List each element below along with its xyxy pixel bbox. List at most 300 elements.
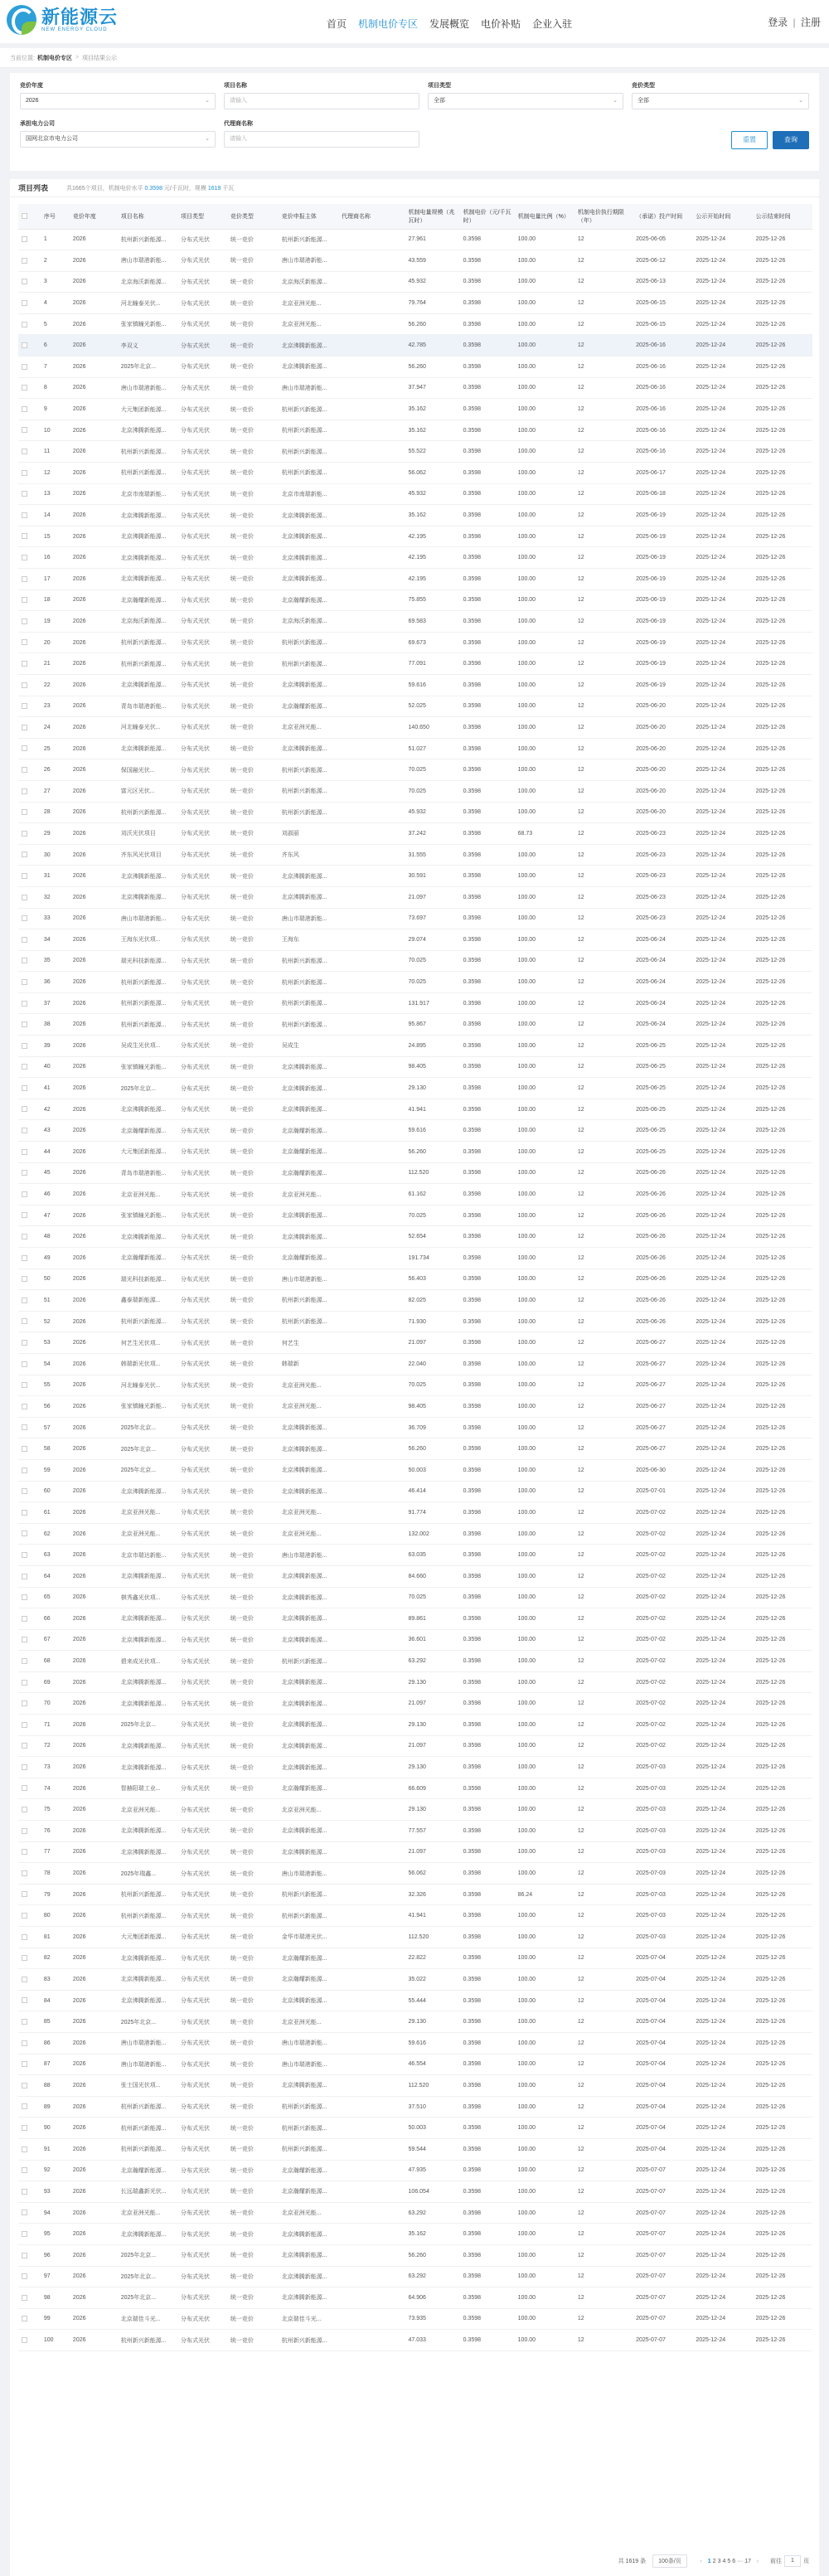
table-row[interactable] bbox=[18, 908, 812, 929]
table-row[interactable] bbox=[18, 1014, 812, 1036]
table-cell: 2026 bbox=[70, 526, 118, 547]
table-cell: 100.00 bbox=[515, 611, 574, 633]
row-checkbox[interactable] bbox=[18, 2181, 41, 2203]
table-cell: 2025-12-24 bbox=[692, 844, 752, 866]
register-link[interactable]: 注册 bbox=[800, 17, 821, 28]
row-checkbox[interactable] bbox=[18, 844, 41, 866]
table-row[interactable] bbox=[18, 1184, 812, 1206]
year-select[interactable] bbox=[20, 93, 216, 109]
reset-button[interactable]: 重置 bbox=[731, 131, 768, 149]
table-row[interactable] bbox=[18, 1099, 812, 1120]
row-checkbox[interactable] bbox=[18, 738, 41, 759]
row-checkbox[interactable] bbox=[18, 1884, 41, 1905]
table-cell bbox=[338, 1799, 405, 1821]
row-checkbox[interactable] bbox=[18, 293, 41, 314]
table-cell: 统一竞价 bbox=[227, 992, 279, 1014]
row-checkbox[interactable] bbox=[18, 2287, 41, 2309]
row-checkbox[interactable] bbox=[18, 1014, 41, 1036]
table-row[interactable] bbox=[18, 1311, 812, 1332]
table-row[interactable] bbox=[18, 1036, 812, 1057]
table-row[interactable] bbox=[18, 1629, 812, 1651]
table-row[interactable] bbox=[18, 1353, 812, 1375]
table-row[interactable] bbox=[18, 1715, 812, 1736]
table-row[interactable] bbox=[18, 886, 812, 908]
table-cell: 2025-06-23 bbox=[633, 823, 692, 845]
table-cell: 12 bbox=[574, 2330, 633, 2351]
table-cell: 0.3598 bbox=[460, 2266, 515, 2287]
table-row[interactable] bbox=[18, 1056, 812, 1078]
project-type-select[interactable] bbox=[428, 93, 623, 109]
page-size-select[interactable]: 100条/页 bbox=[652, 2554, 687, 2568]
row-checkbox[interactable] bbox=[18, 780, 41, 802]
row-checkbox[interactable] bbox=[18, 1523, 41, 1545]
row-checkbox[interactable] bbox=[18, 972, 41, 993]
table-row[interactable] bbox=[18, 420, 812, 441]
table-row[interactable] bbox=[18, 1969, 812, 1991]
row-checkbox[interactable] bbox=[18, 399, 41, 420]
table-cell: 0.3598 bbox=[460, 1036, 515, 1057]
agent-input[interactable]: 请输入 bbox=[224, 131, 419, 148]
row-checkbox[interactable] bbox=[18, 866, 41, 887]
row-checkbox[interactable] bbox=[18, 1799, 41, 1821]
table-row[interactable] bbox=[18, 1396, 812, 1418]
row-checkbox[interactable] bbox=[18, 2096, 41, 2118]
table-cell: 北京沸腾新能源... bbox=[118, 674, 177, 696]
row-checkbox[interactable] bbox=[18, 1990, 41, 2011]
table-row[interactable] bbox=[18, 377, 812, 399]
table-row[interactable] bbox=[18, 929, 812, 951]
table-row[interactable] bbox=[18, 1375, 812, 1396]
page-number[interactable]: 6 bbox=[732, 2558, 736, 2564]
table-row[interactable] bbox=[18, 1481, 812, 1502]
table-cell: 71 bbox=[41, 1715, 70, 1736]
table-cell: 0.3598 bbox=[460, 335, 515, 357]
table-cell: 2025-12-24 bbox=[692, 589, 752, 611]
table-row[interactable] bbox=[18, 229, 812, 250]
row-checkbox[interactable] bbox=[18, 1715, 41, 1736]
page-number[interactable]: 17 bbox=[744, 2558, 751, 2564]
table-cell: 100.00 bbox=[515, 1927, 574, 1948]
row-checkbox[interactable] bbox=[18, 483, 41, 505]
row-checkbox[interactable] bbox=[18, 2054, 41, 2075]
table-row[interactable] bbox=[18, 1120, 812, 1142]
table-row[interactable] bbox=[18, 2181, 812, 2203]
table-row[interactable] bbox=[18, 674, 812, 696]
table-row[interactable] bbox=[18, 1523, 812, 1545]
table-cell: 0.3598 bbox=[460, 1545, 515, 1566]
row-checkbox[interactable] bbox=[18, 992, 41, 1014]
table-row[interactable] bbox=[18, 1693, 812, 1715]
row-checkbox[interactable] bbox=[18, 1459, 41, 1481]
row-checkbox[interactable] bbox=[18, 1332, 41, 1354]
table-row[interactable] bbox=[18, 1205, 812, 1226]
table-cell: 100.00 bbox=[515, 802, 574, 823]
project-name-input[interactable]: 请输入 bbox=[224, 93, 419, 109]
table-row[interactable] bbox=[18, 2075, 812, 2097]
table-row[interactable] bbox=[18, 1608, 812, 1630]
table-row[interactable] bbox=[18, 1841, 812, 1863]
table-row[interactable] bbox=[18, 2224, 812, 2245]
row-checkbox[interactable] bbox=[18, 313, 41, 335]
row-checkbox[interactable] bbox=[18, 2138, 41, 2160]
row-checkbox[interactable] bbox=[18, 1778, 41, 1799]
row-checkbox[interactable] bbox=[18, 357, 41, 378]
row-checkbox[interactable] bbox=[18, 1290, 41, 1312]
row-checkbox[interactable] bbox=[18, 1375, 41, 1396]
table-row[interactable] bbox=[18, 2032, 812, 2054]
row-checkbox[interactable] bbox=[18, 696, 41, 717]
row-checkbox[interactable] bbox=[18, 1438, 41, 1460]
table-row[interactable] bbox=[18, 696, 812, 717]
row-checkbox[interactable] bbox=[18, 1735, 41, 1757]
table-cell: 北京沸腾新能源... bbox=[118, 420, 177, 441]
table-cell: 0.3598 bbox=[460, 2054, 515, 2075]
table-row[interactable] bbox=[18, 1948, 812, 1969]
row-checkbox[interactable] bbox=[18, 569, 41, 590]
table-row[interactable] bbox=[18, 589, 812, 611]
table-row[interactable] bbox=[18, 611, 812, 633]
row-checkbox[interactable] bbox=[18, 1417, 41, 1438]
table-row[interactable] bbox=[18, 1884, 812, 1905]
table-row[interactable] bbox=[18, 335, 812, 357]
table-row[interactable] bbox=[18, 2096, 812, 2118]
page-number[interactable]: 2 bbox=[712, 2558, 716, 2564]
row-checkbox[interactable] bbox=[18, 1099, 41, 1120]
row-checkbox[interactable] bbox=[18, 823, 41, 845]
row-checkbox[interactable] bbox=[18, 1905, 41, 1927]
table-cell: 1 bbox=[41, 229, 70, 250]
row-checkbox[interactable] bbox=[18, 1311, 41, 1332]
table-cell: 统一竞价 bbox=[227, 2075, 279, 2097]
page-number[interactable]: 1 bbox=[707, 2558, 711, 2564]
table-row[interactable] bbox=[18, 717, 812, 739]
table-cell: 76 bbox=[41, 1821, 70, 1842]
row-checkbox[interactable] bbox=[18, 1248, 41, 1269]
column-header: 公示开始时间 bbox=[692, 204, 752, 229]
table-row[interactable] bbox=[18, 1438, 812, 1460]
table-row[interactable] bbox=[18, 1417, 812, 1438]
table-cell: 72 bbox=[41, 1735, 70, 1757]
row-checkbox[interactable] bbox=[18, 908, 41, 929]
table-cell: 2025-12-24 bbox=[692, 1056, 752, 1078]
table-cell: 北京沸腾新能源... bbox=[279, 1608, 338, 1630]
table-row[interactable] bbox=[18, 2138, 812, 2160]
table-cell: 2025-06-23 bbox=[633, 844, 692, 866]
row-checkbox[interactable] bbox=[18, 1841, 41, 1863]
table-row[interactable] bbox=[18, 1927, 812, 1948]
table-cell: 12 bbox=[574, 696, 633, 717]
row-checkbox[interactable] bbox=[18, 674, 41, 696]
row-checkbox[interactable] bbox=[18, 1502, 41, 1524]
table-cell: 分布式光伏 bbox=[177, 929, 227, 951]
table-cell: 0.3598 bbox=[460, 1417, 515, 1438]
row-checkbox[interactable] bbox=[18, 1693, 41, 1715]
row-checkbox[interactable] bbox=[18, 271, 41, 293]
table-row[interactable] bbox=[18, 2160, 812, 2181]
row-checkbox[interactable] bbox=[18, 1608, 41, 1630]
table-cell: 100.00 bbox=[515, 674, 574, 696]
table-row[interactable] bbox=[18, 1332, 812, 1354]
summary-price: 0.3598 bbox=[144, 185, 162, 192]
table-cell bbox=[338, 250, 405, 272]
row-checkbox[interactable] bbox=[18, 2118, 41, 2139]
table-cell: 2025-12-24 bbox=[692, 1735, 752, 1757]
table-row[interactable] bbox=[18, 2330, 812, 2351]
row-checkbox[interactable] bbox=[18, 1226, 41, 1248]
row-checkbox[interactable] bbox=[18, 250, 41, 272]
row-checkbox[interactable] bbox=[18, 653, 41, 675]
table-row[interactable] bbox=[18, 844, 812, 866]
table-cell: 唐山市瑞港新能... bbox=[118, 2032, 177, 2054]
row-checkbox[interactable] bbox=[18, 1481, 41, 1502]
table-row[interactable] bbox=[18, 1545, 812, 1566]
prev-page-icon[interactable]: ‹ bbox=[700, 2558, 702, 2564]
table-cell: 100.00 bbox=[515, 1608, 574, 1630]
table-row[interactable] bbox=[18, 1990, 812, 2011]
row-checkbox[interactable] bbox=[18, 2202, 41, 2224]
row-checkbox[interactable] bbox=[18, 2160, 41, 2181]
table-row[interactable] bbox=[18, 1248, 812, 1269]
table-row[interactable] bbox=[18, 1565, 812, 1587]
table-row[interactable] bbox=[18, 1863, 812, 1885]
table-row[interactable] bbox=[18, 1226, 812, 1248]
row-checkbox[interactable] bbox=[18, 1821, 41, 1842]
row-checkbox[interactable] bbox=[18, 505, 41, 526]
table-row[interactable] bbox=[18, 2011, 812, 2033]
table-row[interactable] bbox=[18, 441, 812, 463]
table-cell: 2025-12-26 bbox=[753, 1778, 812, 1799]
row-checkbox[interactable] bbox=[18, 2075, 41, 2097]
table-row[interactable] bbox=[18, 1502, 812, 1524]
price-type-select[interactable] bbox=[632, 93, 809, 109]
row-checkbox[interactable] bbox=[18, 1969, 41, 1991]
table-row[interactable] bbox=[18, 780, 812, 802]
row-checkbox[interactable] bbox=[18, 1184, 41, 1206]
table-row[interactable] bbox=[18, 866, 812, 887]
row-checkbox[interactable] bbox=[18, 1078, 41, 1099]
table-cell: 2026 bbox=[70, 1290, 118, 1312]
row-checkbox[interactable] bbox=[18, 759, 41, 781]
table-cell: 100.00 bbox=[515, 2266, 574, 2287]
row-checkbox[interactable] bbox=[18, 1056, 41, 1078]
row-checkbox[interactable] bbox=[18, 1863, 41, 1885]
nav-enterprise[interactable]: 企业入驻 bbox=[532, 18, 573, 30]
table-row[interactable] bbox=[18, 632, 812, 653]
table-cell: 分布式光伏 bbox=[177, 1311, 227, 1332]
select-all-checkbox[interactable] bbox=[18, 204, 41, 229]
table-row[interactable] bbox=[18, 1269, 812, 1290]
search-button[interactable]: 查询 bbox=[773, 131, 809, 149]
nav-home[interactable]: 首页 bbox=[327, 18, 347, 30]
row-checkbox[interactable] bbox=[18, 1629, 41, 1651]
row-checkbox[interactable] bbox=[18, 1036, 41, 1057]
row-checkbox[interactable] bbox=[18, 632, 41, 653]
table-cell: 100.00 bbox=[515, 696, 574, 717]
table-row[interactable] bbox=[18, 1905, 812, 1927]
table-cell: 北京市南瑞新能... bbox=[279, 483, 338, 505]
table-row[interactable] bbox=[18, 1735, 812, 1757]
table-cell: 2025-12-24 bbox=[692, 250, 752, 272]
table-row[interactable] bbox=[18, 1290, 812, 1312]
table-row[interactable] bbox=[18, 1651, 812, 1672]
table-row[interactable] bbox=[18, 1162, 812, 1184]
table-cell bbox=[338, 1671, 405, 1693]
row-checkbox[interactable] bbox=[18, 547, 41, 569]
row-checkbox[interactable] bbox=[18, 929, 41, 951]
row-checkbox[interactable] bbox=[18, 2266, 41, 2287]
table-row[interactable] bbox=[18, 250, 812, 272]
row-checkbox[interactable] bbox=[18, 1651, 41, 1672]
table-cell: 95 bbox=[41, 2224, 70, 2245]
table-row[interactable] bbox=[18, 1757, 812, 1778]
table-cell bbox=[338, 2308, 405, 2330]
table-cell: 分布式光伏 bbox=[177, 589, 227, 611]
table-cell: 21 bbox=[41, 653, 70, 675]
nav-subsidy[interactable]: 电价补贴 bbox=[481, 18, 521, 30]
row-checkbox[interactable] bbox=[18, 1927, 41, 1948]
table-row[interactable] bbox=[18, 2054, 812, 2075]
row-checkbox[interactable] bbox=[18, 2308, 41, 2330]
table-cell: 2025-12-24 bbox=[692, 2096, 752, 2118]
table-row[interactable] bbox=[18, 2287, 812, 2309]
table-row[interactable] bbox=[18, 1587, 812, 1608]
row-checkbox[interactable] bbox=[18, 1565, 41, 1587]
grid-company-select[interactable] bbox=[20, 131, 216, 148]
breadcrumb-item-mechanism[interactable]: 机制电价专区 bbox=[36, 55, 72, 61]
page-number[interactable]: 5 bbox=[727, 2558, 731, 2564]
table-row[interactable] bbox=[18, 547, 812, 569]
row-checkbox[interactable] bbox=[18, 1671, 41, 1693]
row-checkbox[interactable] bbox=[18, 1162, 41, 1184]
table-row[interactable] bbox=[18, 653, 812, 675]
page-number[interactable]: 4 bbox=[722, 2558, 726, 2564]
table-row[interactable] bbox=[18, 483, 812, 505]
row-checkbox[interactable] bbox=[18, 1353, 41, 1375]
row-checkbox[interactable] bbox=[18, 1587, 41, 1608]
row-checkbox[interactable] bbox=[18, 1120, 41, 1142]
table-row[interactable] bbox=[18, 738, 812, 759]
row-checkbox[interactable] bbox=[18, 1205, 41, 1226]
row-checkbox[interactable] bbox=[18, 2330, 41, 2351]
table-row[interactable] bbox=[18, 463, 812, 484]
row-checkbox[interactable] bbox=[18, 1142, 41, 1163]
table-cell: 100.00 bbox=[515, 250, 574, 272]
table-cell: 杭州新兴新能源... bbox=[118, 2118, 177, 2139]
nav-overview[interactable]: 发展概览 bbox=[429, 18, 470, 30]
table-cell: 0.3598 bbox=[460, 1248, 515, 1269]
table-row[interactable] bbox=[18, 526, 812, 547]
table-row[interactable] bbox=[18, 1671, 812, 1693]
table-row[interactable] bbox=[18, 1778, 812, 1799]
table-row[interactable] bbox=[18, 1821, 812, 1842]
table-row[interactable] bbox=[18, 1142, 812, 1163]
login-link[interactable]: 登录 bbox=[768, 17, 788, 28]
table-row[interactable] bbox=[18, 293, 812, 314]
row-checkbox[interactable] bbox=[18, 1948, 41, 1969]
table-cell: 12 bbox=[574, 589, 633, 611]
page-number[interactable]: ··· bbox=[737, 2558, 744, 2564]
row-checkbox[interactable] bbox=[18, 611, 41, 633]
row-checkbox[interactable] bbox=[18, 377, 41, 399]
table-row[interactable] bbox=[18, 399, 812, 420]
table-cell: 2025-12-26 bbox=[753, 1353, 812, 1375]
row-checkbox[interactable] bbox=[18, 1396, 41, 1418]
table-cell: 2025年北京... bbox=[118, 1459, 177, 1481]
table-cell: 2026 bbox=[70, 569, 118, 590]
table-row[interactable] bbox=[18, 2308, 812, 2330]
row-checkbox[interactable] bbox=[18, 1757, 41, 1778]
table-cell: 2026 bbox=[70, 1863, 118, 1885]
row-checkbox[interactable] bbox=[18, 589, 41, 611]
row-checkbox[interactable] bbox=[18, 2244, 41, 2266]
nav-mechanism-price[interactable]: 机制电价专区 bbox=[358, 18, 419, 30]
table-cell: 42 bbox=[41, 1099, 70, 1120]
table-row[interactable] bbox=[18, 992, 812, 1014]
table-row[interactable] bbox=[18, 2202, 812, 2224]
row-checkbox[interactable] bbox=[18, 2032, 41, 2054]
table-cell: 29 bbox=[41, 823, 70, 845]
table-cell: 分布式光伏 bbox=[177, 1565, 227, 1587]
table-cell: 统一竞价 bbox=[227, 1799, 279, 1821]
table-row[interactable] bbox=[18, 759, 812, 781]
row-checkbox[interactable] bbox=[18, 463, 41, 484]
table-cell: 56.062 bbox=[405, 1863, 460, 1885]
row-checkbox[interactable] bbox=[18, 802, 41, 823]
row-checkbox[interactable] bbox=[18, 2224, 41, 2245]
row-checkbox[interactable] bbox=[18, 335, 41, 357]
table-row[interactable] bbox=[18, 2118, 812, 2139]
table-cell: 北京沸腾新能源... bbox=[279, 1205, 338, 1226]
table-cell: 杭州新兴新能源... bbox=[118, 1014, 177, 1036]
row-checkbox[interactable] bbox=[18, 886, 41, 908]
table-row[interactable] bbox=[18, 271, 812, 293]
table-row[interactable] bbox=[18, 505, 812, 526]
table-cell: 2025-12-24 bbox=[692, 1651, 752, 1672]
table-cell: 北京瑞佳斗光... bbox=[118, 2308, 177, 2330]
page-number[interactable]: 3 bbox=[717, 2558, 721, 2564]
table-row[interactable] bbox=[18, 2266, 812, 2287]
row-checkbox[interactable] bbox=[18, 1269, 41, 1290]
goto-input[interactable]: 1 bbox=[784, 2555, 801, 2567]
table-cell: 2025-07-07 bbox=[633, 2160, 692, 2181]
table-row[interactable] bbox=[18, 950, 812, 972]
table-row[interactable] bbox=[18, 823, 812, 845]
table-cell bbox=[338, 1693, 405, 1715]
table-row[interactable] bbox=[18, 313, 812, 335]
next-page-icon[interactable]: › bbox=[756, 2558, 759, 2564]
row-checkbox[interactable] bbox=[18, 526, 41, 547]
table-row[interactable] bbox=[18, 1459, 812, 1481]
table-cell: 北京沸腾新能源... bbox=[118, 1671, 177, 1693]
row-checkbox[interactable] bbox=[18, 1545, 41, 1566]
table-row[interactable] bbox=[18, 1799, 812, 1821]
table-row[interactable] bbox=[18, 1078, 812, 1099]
site-logo[interactable] bbox=[7, 5, 118, 35]
table-cell: 2025-12-26 bbox=[753, 632, 812, 653]
table-row[interactable] bbox=[18, 357, 812, 378]
row-checkbox[interactable] bbox=[18, 717, 41, 739]
row-checkbox[interactable] bbox=[18, 229, 41, 250]
row-checkbox[interactable] bbox=[18, 441, 41, 463]
row-checkbox[interactable] bbox=[18, 2011, 41, 2033]
table-row[interactable] bbox=[18, 802, 812, 823]
table-row[interactable] bbox=[18, 2244, 812, 2266]
table-cell: 2025-12-24 bbox=[692, 2032, 752, 2054]
table-row[interactable] bbox=[18, 972, 812, 993]
table-row[interactable] bbox=[18, 569, 812, 590]
row-checkbox[interactable] bbox=[18, 420, 41, 441]
row-checkbox[interactable] bbox=[18, 950, 41, 972]
